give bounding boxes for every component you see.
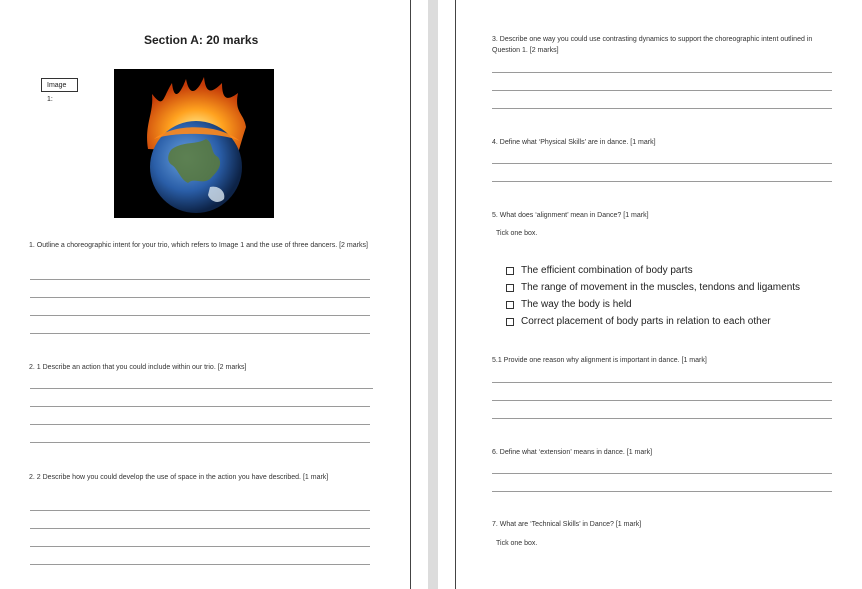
answer-line[interactable] — [30, 333, 370, 334]
option-label: The way the body is held — [521, 299, 632, 310]
answer-line[interactable] — [30, 297, 370, 298]
section-heading: Section A: 20 marks — [144, 33, 259, 47]
tick-one-instruction: Tick one box. — [496, 230, 538, 237]
answer-line[interactable] — [492, 72, 832, 73]
question-1: 1. Outline a choreographic intent for your trio, which refers to Image 1 and the use of three dancers. [2 marks] — [29, 242, 368, 249]
answer-line[interactable] — [30, 388, 373, 389]
answer-line[interactable] — [30, 528, 370, 529]
question-5: 5. What does ‘alignment’ mean in Dance? [1 mark] — [492, 212, 649, 219]
question-3: 3. Describe one way you could use contrasting dynamics to support the choreographic intent outlined in Question 1. [2 marks] — [492, 36, 813, 54]
answer-line[interactable] — [492, 163, 832, 164]
answer-line[interactable] — [30, 564, 370, 565]
question-6: 6. Define what ‘extension’ means in dance. [1 mark] — [492, 449, 653, 456]
left-page — [0, 0, 410, 589]
checkbox-icon[interactable] — [506, 301, 514, 309]
answer-line[interactable] — [492, 418, 832, 419]
checkbox-icon[interactable] — [506, 267, 514, 275]
question-5-1: 5.1 Provide one reason why alignment is important in dance. [1 mark] — [492, 357, 707, 364]
answer-line[interactable] — [492, 473, 832, 474]
answer-line[interactable] — [492, 108, 832, 109]
checkbox-icon[interactable] — [506, 318, 514, 326]
answer-line[interactable] — [30, 279, 370, 280]
answer-line[interactable] — [30, 406, 370, 407]
answer-line[interactable] — [492, 491, 832, 492]
tick-one-instruction: Tick one box. — [496, 540, 538, 547]
burning-earth-image — [114, 69, 274, 218]
option-2[interactable] — [506, 282, 800, 293]
checkbox-icon[interactable] — [506, 284, 514, 292]
question-7: 7. What are ‘Technical Skills’ in Dance? [1 mark] — [492, 521, 642, 528]
answer-line[interactable] — [492, 382, 832, 383]
option-label: The range of movement in the muscles, tendons and ligaments — [521, 282, 801, 293]
image-label: Image 1: — [41, 78, 78, 92]
answer-line[interactable] — [30, 510, 370, 511]
option-4[interactable] — [506, 316, 771, 327]
question-4: 4. Define what ‘Physical Skills’ are in dance. [1 mark] — [492, 139, 656, 146]
option-3[interactable] — [506, 299, 632, 310]
question-2-1: 2. 1 Describe an action that you could include within our trio. [2 marks] — [29, 364, 247, 371]
answer-line[interactable] — [492, 181, 832, 182]
answer-line[interactable] — [30, 442, 370, 443]
answer-line[interactable] — [492, 90, 832, 91]
scroll-strip[interactable] — [428, 0, 438, 589]
question-2-2: 2. 2 Describe how you could develop the use of space in the action you have described. [1 mark] — [29, 474, 329, 481]
answer-line[interactable] — [30, 315, 370, 316]
right-page — [456, 0, 862, 589]
answer-line[interactable] — [492, 400, 832, 401]
answer-line[interactable] — [30, 546, 370, 547]
option-label: Correct placement of body parts in relation to each other — [521, 316, 771, 327]
option-1[interactable] — [506, 265, 693, 276]
answer-line[interactable] — [30, 424, 370, 425]
option-label: The efficient combination of body parts — [521, 265, 693, 276]
